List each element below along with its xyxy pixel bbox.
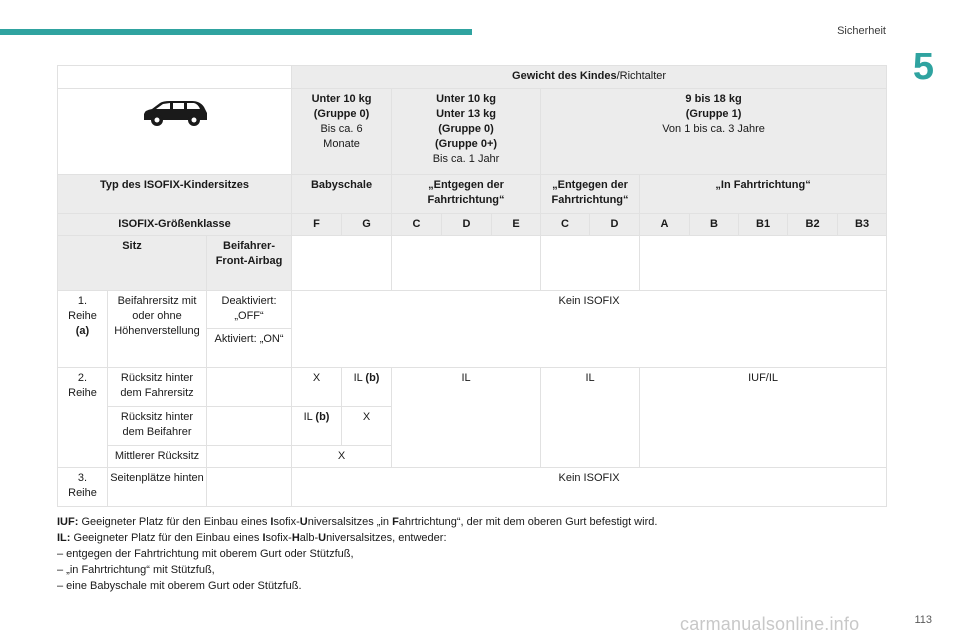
isofix-table <box>57 65 887 507</box>
value-f-g: X <box>292 446 392 468</box>
size-class: B2 <box>788 214 838 236</box>
value-g: X <box>342 407 392 446</box>
airbag-label: Beifahrer-Front-Airbag <box>207 236 292 291</box>
seat-label: Sitz <box>58 236 207 291</box>
type-label: Typ des ISOFIX-Kindersitzes <box>58 175 292 214</box>
size-class: A <box>640 214 690 236</box>
row-2-seat-middle: Mittlerer Rücksitz <box>108 446 207 468</box>
empty-cell <box>207 368 292 407</box>
row-3-seat: Seitenplätze hinten <box>108 468 207 507</box>
table-corner-cell <box>58 66 292 89</box>
type-rearward-1: „Entgegen der Fahrtrichtung“ <box>392 175 541 214</box>
empty-cell <box>207 446 292 468</box>
size-class: C <box>392 214 442 236</box>
row-1-label: 1. Reihe (a) <box>58 291 108 368</box>
watermark: carmanualsonline.info <box>680 614 860 634</box>
empty-cell <box>207 407 292 446</box>
group-1-header: 9 bis 18 kg (Gruppe 1) Von 1 bis ca. 3 Jahre <box>541 89 887 175</box>
note-list-item: – eine Babyschale mit oberem Gurt oder Stützfuß. <box>57 580 302 592</box>
size-class: B3 <box>838 214 887 236</box>
row-1-seat: Beifahrersitz mit oder ohne Höhenverstellung <box>108 291 207 368</box>
size-class: F <box>292 214 342 236</box>
airbag-off: Deaktiviert: „OFF“ <box>207 291 292 329</box>
row-2-seat-driver-side: Rücksitz hinter dem Fahrersitz <box>108 368 207 407</box>
value-c-d-e: IL <box>392 368 541 468</box>
value-f: IL (b) <box>292 407 342 446</box>
car-icon-cell <box>58 89 292 175</box>
value-c-d: IL <box>541 368 640 468</box>
note-il: IL: Geeigneter Platz für den Einbau eines Isofix-Halb-Universalsitzes, entweder: <box>57 532 447 544</box>
type-rearward-2: „Entgegen der Fahrtrichtung“ <box>541 175 640 214</box>
size-class: B1 <box>739 214 788 236</box>
chapter-number: 5 <box>912 46 934 88</box>
size-class: B <box>690 214 739 236</box>
size-class: D <box>442 214 492 236</box>
size-class: G <box>342 214 392 236</box>
value-f: X <box>292 368 342 407</box>
header-accent-bar <box>0 29 472 35</box>
empty-cell <box>541 236 640 291</box>
value-g: IL (b) <box>342 368 392 407</box>
value-a-b: IUF/IL <box>640 368 887 468</box>
note-list-item: – „in Fahrtrichtung“ mit Stützfuß, <box>57 564 215 576</box>
empty-cell <box>392 236 541 291</box>
page-number: 113 <box>914 614 932 626</box>
type-forward: „In Fahrtrichtung“ <box>640 175 887 214</box>
note-iuf: IUF: Geeigneter Platz für den Einbau eines Isofix-Universalsitzes „in Fahrtrichtung“, der mit dem oberen Gurt befestigt wird. <box>57 516 658 528</box>
airbag-on: Aktiviert: „ON“ <box>207 329 292 368</box>
size-class: C <box>541 214 590 236</box>
section-title: Sicherheit <box>837 25 886 37</box>
row-2-seat-passenger-side: Rücksitz hinter dem Beifahrer <box>108 407 207 446</box>
group-0plus-header: Unter 10 kg Unter 13 kg (Gruppe 0) (Gruppe 0+) Bis ca. 1 Jahr <box>392 89 541 175</box>
empty-cell <box>640 236 887 291</box>
legend-notes <box>57 514 917 594</box>
group-0-header: Unter 10 kg (Gruppe 0) Bis ca. 6 Monate <box>292 89 392 175</box>
row-3-value: Kein ISOFIX <box>292 468 887 507</box>
size-label: ISOFIX-Größenklasse <box>58 214 292 236</box>
row-2-label: 2. Reihe <box>58 368 108 468</box>
note-list-item: – entgegen der Fahrtrichtung mit oberem Gurt oder Stützfuß, <box>57 548 354 560</box>
weight-header: Gewicht des Kindes/Richtalter <box>292 66 887 89</box>
car-icon <box>140 98 210 128</box>
empty-cell <box>207 468 292 507</box>
row-1-value: Kein ISOFIX <box>292 291 887 368</box>
size-class: D <box>590 214 640 236</box>
empty-cell <box>292 236 392 291</box>
row-3-label: 3. Reihe <box>58 468 108 507</box>
type-babyschale: Babyschale <box>292 175 392 214</box>
size-class: E <box>492 214 541 236</box>
